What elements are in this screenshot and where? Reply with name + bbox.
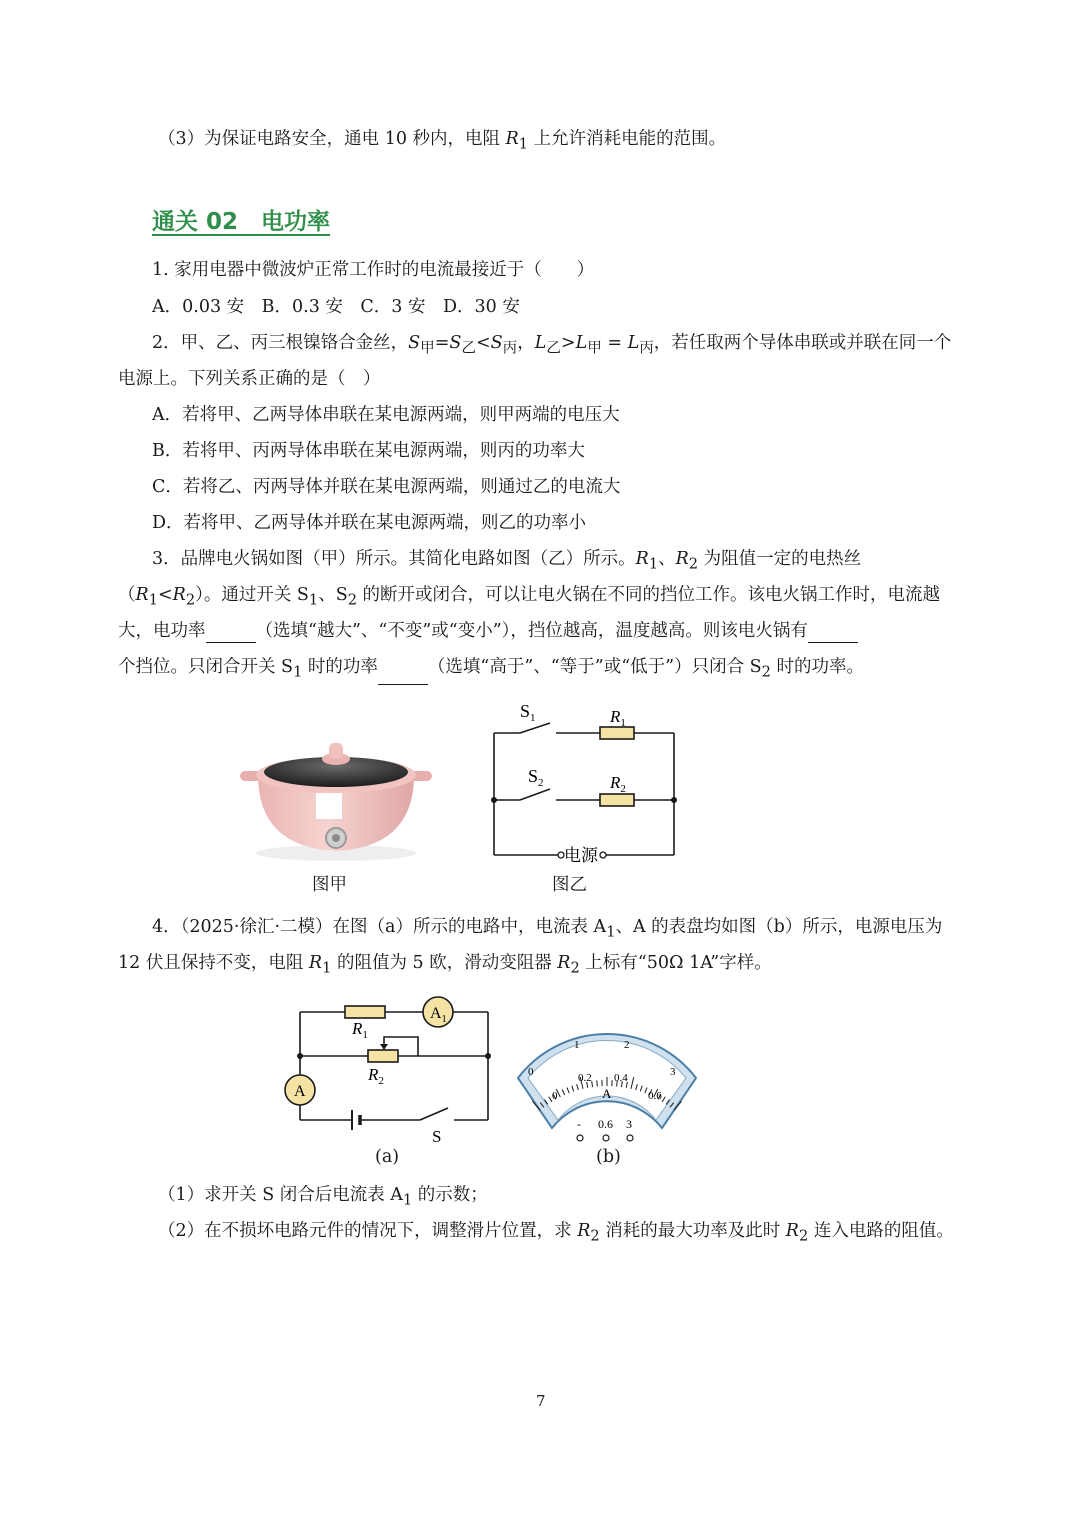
figure-a-caption: (a) bbox=[375, 1147, 400, 1167]
terminal-3-label: 3 bbox=[626, 1117, 632, 1131]
prev-question-part-3: （3）为保证电路安全，通电 10 秒内，电阻 $R_1$ 上允许消耗电能的范围。 bbox=[158, 129, 727, 153]
dial-unit: A bbox=[602, 1086, 612, 1101]
dial-upper-tick-0: 0 bbox=[528, 1066, 534, 1078]
q3-line3: 大，电功率 （选填“越大”、“不变”或“变小”），挡位越高，温度越高。则该电火锅有 bbox=[118, 619, 858, 643]
label-a1: $A_1$ bbox=[430, 1005, 447, 1025]
q2-stem-line2: 电源上。下列关系正确的是（ ） bbox=[118, 369, 381, 389]
dial-lower-tick-3: 0.6 bbox=[648, 1090, 662, 1102]
q2-option-c: C．若将乙、丙两导体并联在某电源两端，则通过乙的电流大 bbox=[152, 477, 621, 497]
dial-upper-tick-1: 1 bbox=[574, 1039, 580, 1051]
label-s2: $S_2$ bbox=[528, 766, 544, 789]
q4-sub1: （1）求开关 S 闭合后电流表 $A_1$ 的示数； bbox=[158, 1185, 488, 1209]
dial-tick-mark bbox=[597, 1080, 598, 1086]
q3-line4: 个挡位。只闭合开关 $S_1$ 时的功率 （选填“高于”、“等于”或“低于”）只闭合 $S_2$ 时的功率。 bbox=[118, 655, 864, 685]
q4-sub2: （2）在不损坏电路元件的情况下，调整滑片位置，求 $R_2$ 消耗的最大功率及此时 $R_2$ 连入电路的阻值。 bbox=[158, 1221, 954, 1245]
terminal-0-6 bbox=[603, 1135, 609, 1141]
figure-yi-caption: 图乙 bbox=[552, 875, 587, 895]
terminal-3 bbox=[627, 1135, 633, 1141]
section-heading: 通关 02 电功率 bbox=[152, 209, 331, 235]
q1-stem: 1. 家用电器中微波炉正常工作时的电流最接近于（ ） bbox=[152, 260, 595, 280]
label-r1: $R_1$ bbox=[610, 707, 626, 729]
ammeter-dial bbox=[512, 1018, 702, 1148]
label-a: A bbox=[294, 1083, 306, 1100]
label-r2: $R_2$ bbox=[610, 773, 626, 795]
q1-options: A．0.03 安 B．0.3 安 C．3 安 D．30 安 bbox=[152, 297, 520, 317]
label-power-source: 电源 bbox=[564, 846, 598, 865]
label-a-r1: $R_1$ bbox=[352, 1019, 368, 1041]
label-s1: $S_1$ bbox=[520, 701, 536, 724]
label-a-r2: $R_2$ bbox=[368, 1065, 384, 1087]
q2-option-d: D．若将甲、乙两导体并联在某电源两端，则乙的功率小 bbox=[152, 513, 587, 533]
terminal-0-6-label: 0.6 bbox=[598, 1117, 613, 1131]
terminal-negative bbox=[577, 1135, 583, 1141]
dial-upper-tick-2: 2 bbox=[624, 1039, 630, 1051]
dial-lower-tick-0: 0 bbox=[552, 1090, 558, 1102]
hot-pot-image bbox=[236, 735, 436, 865]
label-switch-s: S bbox=[432, 1127, 442, 1146]
figure-b-caption: (b) bbox=[596, 1147, 621, 1167]
dial-lower-tick-2: 0.4 bbox=[614, 1072, 628, 1084]
circuit-diagram-a bbox=[280, 990, 500, 1150]
q2-option-a: A．若将甲、乙两导体串联在某电源两端，则甲两端的电压大 bbox=[152, 405, 620, 425]
page-number: 7 bbox=[536, 1392, 546, 1410]
q2-stem-line1: 2．甲、乙、丙三根镍铬合金丝，$S_甲=S_乙<S_丙$，$L_乙>L_甲 = L_丙$，若任取两个导体串联或并联在同一个 bbox=[152, 333, 952, 357]
q4-line1: 4．（2025·徐汇·二模）在图（a）所示的电路中，电流表 $A_1$、A 的表盘均如图（b）所示，电源电压为 bbox=[152, 917, 943, 941]
figure-jia-caption: 图甲 bbox=[312, 875, 347, 895]
q4-line2: 12 伏且保持不变，电阻 $R_1$ 的阻值为 5 欧，滑动变阻器 $R_2$ 上标有“50Ω 1A”字样。 bbox=[118, 953, 772, 977]
terminal-negative-label: - bbox=[577, 1117, 581, 1131]
pot-label-patch bbox=[316, 793, 342, 819]
q3-line1: 3．品牌电火锅如图（甲）所示。其简化电路如图（乙）所示。$R_1$、$R_2$ 为阻值一定的电热丝 bbox=[152, 549, 862, 573]
circuit-diagram-yi bbox=[480, 696, 700, 866]
dial-lower-tick-1: 0.2 bbox=[578, 1072, 592, 1084]
q3-line2: $(R_1<R_2)$。通过开关 $S_1$、$S_2$ 的断开或闭合，可以让电火锅在不同的挡位工作。该电火锅工作时，电流越 bbox=[118, 585, 941, 609]
dial-upper-tick-3: 3 bbox=[670, 1066, 676, 1078]
q2-option-b: B．若将甲、丙两导体串联在某电源两端，则丙的功率大 bbox=[152, 441, 585, 461]
